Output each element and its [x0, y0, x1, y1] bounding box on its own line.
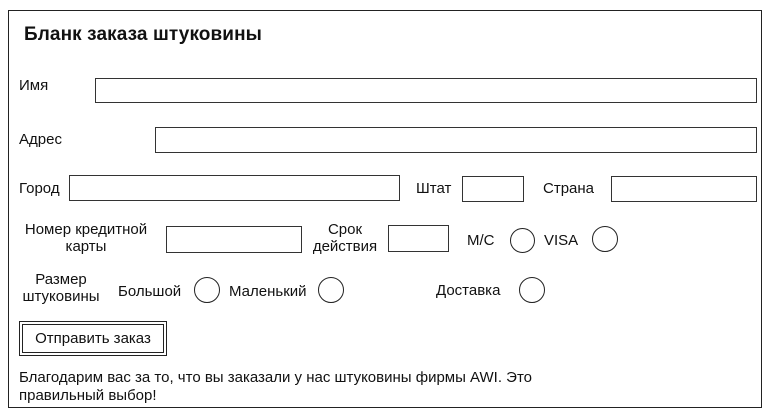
- card-type-visa-label: VISA: [544, 232, 579, 249]
- card-number-input[interactable]: [166, 226, 302, 253]
- size-label-line2: штуковины: [22, 288, 100, 305]
- state-label: Штат: [416, 180, 452, 197]
- expiry-label: [306, 221, 384, 255]
- card-number-label-line1: Номер кредитной: [24, 221, 148, 238]
- submit-button-frame: [19, 321, 167, 356]
- state-input[interactable]: [462, 176, 524, 202]
- expiry-input[interactable]: [388, 225, 449, 252]
- size-label-line1: Размер: [35, 271, 87, 288]
- submit-order-button[interactable]: Отправить заказ: [22, 324, 164, 353]
- city-input[interactable]: [69, 175, 400, 201]
- delivery-label: Доставка: [436, 282, 501, 299]
- address-label: Адрес: [19, 131, 62, 148]
- card-number-label-line2: карты: [65, 238, 107, 255]
- card-type-visa-radio[interactable]: [592, 226, 618, 252]
- expiry-label-line1: Срок: [327, 221, 363, 238]
- form-title: Бланк заказа штуковины: [24, 24, 262, 45]
- card-type-mc-label: M/C: [467, 232, 495, 249]
- name-label: Имя: [19, 77, 49, 94]
- country-input[interactable]: [611, 176, 757, 202]
- size-label: [14, 271, 108, 305]
- thank-you-message: Благодарим вас за то, что вы заказали у нас штуковины фирмы AWI. Это правильный выбор!: [19, 369, 532, 404]
- size-large-label: Большой: [118, 283, 182, 300]
- size-large-radio[interactable]: [194, 277, 220, 303]
- country-label: Страна: [543, 180, 595, 197]
- delivery-radio[interactable]: [519, 277, 545, 303]
- city-label: Город: [19, 180, 60, 197]
- address-input[interactable]: [155, 127, 757, 153]
- size-small-radio[interactable]: [318, 277, 344, 303]
- card-number-label: [16, 221, 156, 255]
- name-input[interactable]: [95, 78, 757, 103]
- card-type-mc-radio[interactable]: [510, 228, 535, 253]
- expiry-label-line2: действия: [312, 238, 378, 255]
- size-small-label: Маленький: [229, 283, 307, 300]
